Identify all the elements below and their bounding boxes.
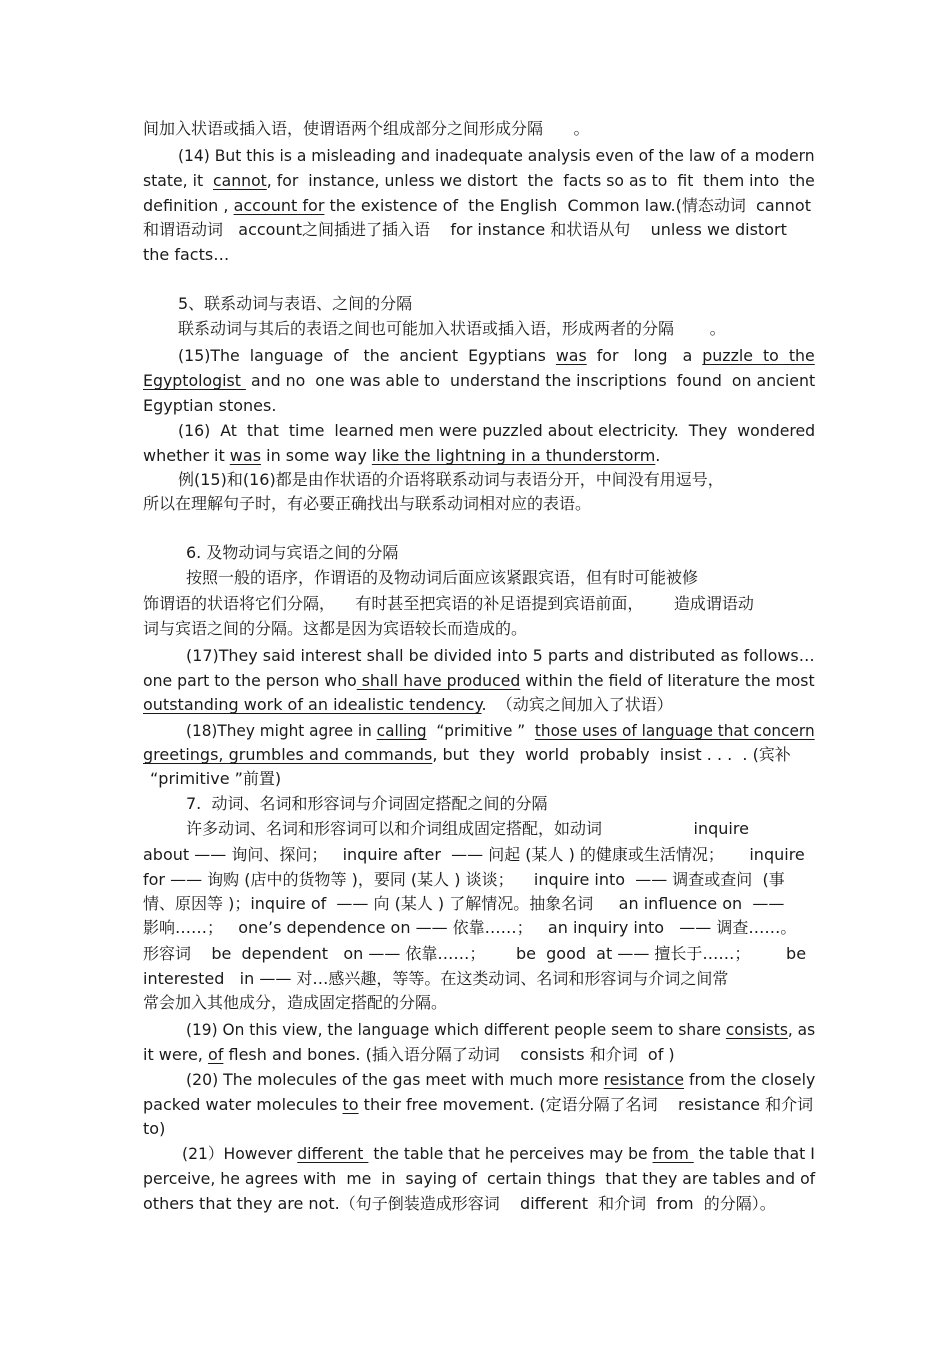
underlined-text: was: [229, 446, 262, 465]
text-run: the existence of the English Common law.(情态动词 cannot: [324, 196, 811, 215]
text-run: (21）However: [182, 1144, 298, 1163]
text-line: [178, 469, 724, 491]
text-line: [143, 917, 796, 939]
text-run: their free movement. (定语分隔了名词 resistance 和介词: [358, 1095, 814, 1114]
underlined-text: calling: [376, 721, 427, 740]
text-line: [143, 219, 787, 241]
text-run: , as: [787, 1020, 816, 1039]
text-line: [143, 1168, 815, 1190]
text-run: . （动宾之间加入了状语）: [481, 695, 673, 714]
underlined-text: like the lightning in a thunderstorm: [371, 446, 656, 465]
text-line: [143, 118, 590, 140]
text-run: state, it: [143, 171, 214, 190]
text-run: definition ,: [143, 196, 234, 215]
text-line: [143, 493, 591, 515]
text-run: (16) At that time learned men were puzzled about electricity. They wondered: [178, 421, 816, 440]
text-run: 7. 动词、名词和形容词与介词固定搭配之间的分隔: [186, 794, 548, 813]
text-run: for —— 询购 (店中的货物等 )，要同 (某人 ) 谈谈； inquire into —— 调查或查问 (事: [143, 870, 785, 889]
text-run: and no one was able to understand the inscriptions found on ancient: [245, 371, 816, 390]
text-line: [186, 1019, 815, 1041]
text-line: [143, 844, 805, 866]
text-line: [178, 145, 815, 167]
text-line: [143, 869, 785, 891]
text-line: [143, 1044, 675, 1066]
text-line: [143, 370, 815, 392]
text-line: [143, 395, 276, 417]
text-run: others that they are not.（句子倒装造成形容词 different 和介词 from 的分隔）。: [143, 1194, 776, 1213]
text-run: it were,: [143, 1045, 208, 1064]
text-line: [143, 744, 791, 766]
text-line: [186, 818, 749, 840]
text-line: [178, 293, 412, 315]
text-run: from the closely: [684, 1070, 816, 1089]
text-line: [143, 992, 447, 1014]
text-run: perceive, he agrees with me in saying of certain things that they are tables and of: [143, 1169, 816, 1188]
text-line: [143, 593, 754, 615]
underlined-text: resistance: [603, 1070, 685, 1089]
text-line: [178, 345, 815, 367]
text-line: [186, 542, 398, 564]
text-run: 间加入状语或插入语，使谓语两个组成部分之间形成分隔 。: [143, 119, 590, 138]
underlined-text: puzzle to the: [702, 346, 815, 365]
text-run: .: [655, 446, 661, 465]
text-run: 和谓语动词 account之间插进了插入语 for instance 和状语从句 unless we distort: [143, 220, 787, 239]
text-run: (17)They said interest shall be divided into 5 parts and distributed as follows…: [186, 646, 815, 665]
text-run: , but they world probably insist . . . . (宾补: [432, 745, 791, 764]
text-line: [143, 943, 806, 965]
text-line: [186, 1069, 815, 1091]
text-run: “primitive ”: [426, 721, 535, 740]
text-run: (20) The molecules of the gas meet with much more: [186, 1070, 604, 1089]
text-run: Egyptian stones.: [143, 396, 277, 415]
text-run: “primitive ”前置): [150, 769, 282, 788]
underlined-text: cannot: [213, 171, 267, 190]
text-run: within the field of literature the most: [520, 671, 815, 690]
text-line: [143, 170, 815, 192]
text-run: 例(15)和(16)都是由作状语的介语将联系动词与表语分开，中间没有用逗号，: [178, 470, 724, 489]
underlined-text: greetings, grumbles and commands: [143, 745, 433, 764]
underlined-text: from: [652, 1144, 694, 1163]
text-line: [186, 793, 547, 815]
text-line: [143, 445, 660, 467]
text-run: the facts…: [143, 245, 230, 264]
underlined-text: was: [555, 346, 587, 365]
text-line: [143, 1193, 776, 1215]
text-line: [143, 618, 527, 640]
text-run: for long a: [586, 346, 703, 365]
underlined-text: account for: [233, 196, 325, 215]
underlined-text: those uses of language that concern: [534, 721, 815, 740]
text-run: interested in —— 对…感兴趣，等等。在这类动词、名词和形容词与介词之间常: [143, 969, 729, 988]
text-run: (15)The language of the ancient Egyptians: [178, 346, 556, 365]
text-run: packed water molecules: [143, 1095, 343, 1114]
text-run: 词与宾语之间的分隔。这都是因为宾语较长而造成的。: [143, 619, 528, 638]
text-line: [182, 1143, 815, 1165]
underlined-text: shall have produced: [356, 671, 521, 690]
text-run: the table that he perceives may be: [368, 1144, 653, 1163]
text-line: [143, 893, 784, 915]
text-run: one part to the person who: [143, 671, 357, 690]
text-run: 影响……； one’s dependence on —— 依靠……； an inquiry into —— 调查……。: [143, 918, 797, 937]
text-line: [143, 1118, 165, 1140]
text-run: 5、联系动词与表语、之间的分隔: [178, 294, 413, 313]
text-line: [186, 567, 698, 589]
text-run: the table that I: [693, 1144, 815, 1163]
text-line: [186, 720, 815, 742]
text-run: , for instance, unless we distort the facts so as to fit them into the: [266, 171, 815, 190]
text-run: 形容词 be dependent on —— 依靠……； be good at —— 擅长于……； be: [143, 944, 807, 963]
underlined-text: Egyptologist: [143, 371, 246, 390]
text-run: 联系动词与其后的表语之间也可能加入状语或插入语，形成两者的分隔 。: [178, 319, 726, 338]
text-run: 常会加入其他成分，造成固定搭配的分隔。: [143, 993, 448, 1012]
text-run: to): [143, 1119, 166, 1138]
text-run: (19) On this view, the language which different people seem to share: [186, 1020, 726, 1039]
text-line: [186, 645, 815, 667]
text-line: [143, 244, 229, 266]
text-line: [143, 195, 811, 217]
text-run: 按照一般的语序，作谓语的及物动词后面应该紧跟宾语，但有时可能被修: [186, 568, 699, 587]
text-line: [143, 670, 815, 692]
text-run: 许多动词、名词和形容词可以和介词组成固定搭配，如动词 inquire: [186, 819, 749, 838]
underlined-text: different: [297, 1144, 369, 1163]
underlined-text: consists: [725, 1020, 788, 1039]
underlined-text: of: [207, 1045, 224, 1064]
underlined-text: outstanding work of an idealistic tendency: [143, 695, 482, 714]
text-run: 6. 及物动词与宾语之间的分隔: [186, 543, 399, 562]
text-line: [143, 694, 673, 716]
text-run: 所以在理解句子时，有必要正确找出与联系动词相对应的表语。: [143, 494, 592, 513]
text-line: [178, 420, 815, 442]
text-run: in some way: [261, 446, 372, 465]
underlined-text: to: [342, 1095, 359, 1114]
text-line: [143, 1094, 813, 1116]
text-line: [178, 318, 726, 340]
text-run: flesh and bones. (插入语分隔了动词 consists 和介词 of ): [223, 1045, 675, 1064]
text-run: about —— 询问、探问； inquire after —— 问起 (某人 ) 的健康或生活情况； inquire: [143, 845, 805, 864]
text-run: 饰谓语的状语将它们分隔， 有时甚至把宾语的补足语提到宾语前面， 造成谓语动: [143, 594, 754, 613]
text-run: (14) But this is a misleading and inadequate analysis even of the law of a modern: [178, 146, 815, 165]
text-run: (18)They might agree in: [186, 721, 377, 740]
text-line: [143, 968, 728, 990]
text-line: [150, 768, 281, 790]
text-run: 情、原因等 )；inquire of —— 向 (某人 ) 了解情况。抽象名词 an influence on ——: [143, 894, 785, 913]
text-run: whether it: [143, 446, 230, 465]
